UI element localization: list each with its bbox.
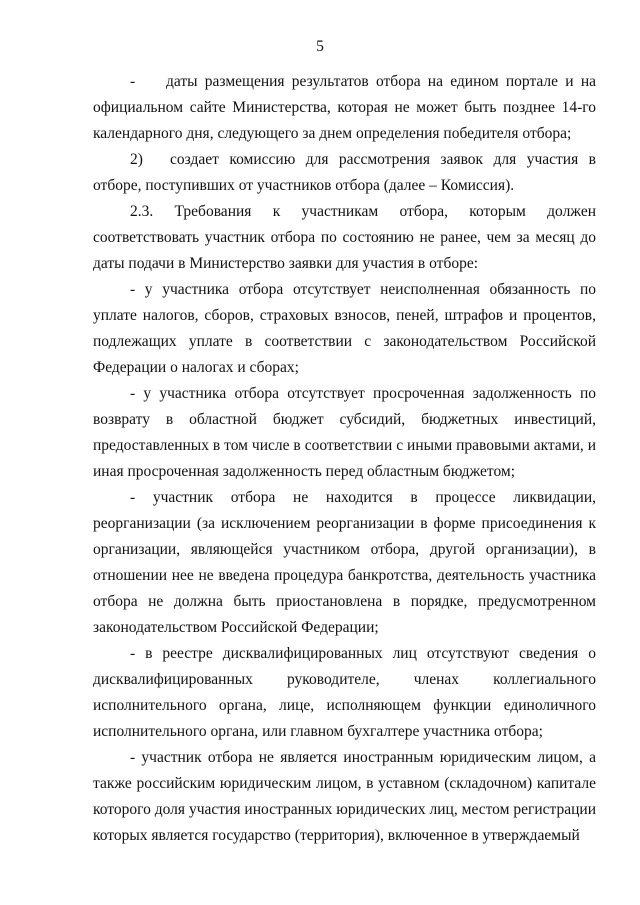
requirement-paragraph: - участник отбора не является иностранным юридическим лицом, а также российским юридическим лицом, в уставном (складочном) капитале которого доля участия иностранных юридических лиц, местом регистрации которых является государство (территория), включенное в утверждаемый — [93, 749, 596, 844]
document-body — [93, 69, 596, 849]
page-number: 5 — [316, 38, 324, 55]
requirement-paragraph: - у участника отбора отсутствует неисполненная обязанность по уплате налогов, сборов, страховых взносов, пеней, штрафов и процентов, подлежащих уплате в соответствии с законодательством Российской Федерации о налогах и сборах; — [93, 281, 596, 376]
paragraph-text: даты размещения результатов отбора на едином портале и на официальном сайте Министерства, которая не может быть позднее 14-го календарного дня, следующего за днем определения победителя отбора; — [93, 73, 596, 142]
list-item-dash — [93, 69, 596, 147]
list-item-numbered — [93, 147, 596, 199]
list-marker: 2) — [130, 151, 143, 168]
section-paragraph: 2.3. Требования к участникам отбора, которым должен соответствовать участник отбора по состоянию не ранее, чем за месяц до даты подачи в Министерство заявки для участия в отборе: — [93, 203, 596, 272]
requirement-paragraph: - в реестре дисквалифицированных лиц отсутствуют сведения о дисквалифицированных руководителе, членах коллегиального исполнительного органа, лице, исполняющем функции единоличного исполнительного органа, или главном бухгалтере участника отбора; — [93, 645, 596, 740]
paragraph-text: создает комиссию для рассмотрения заявок для участия в отборе, поступивших от участников отбора (далее – Комиссия). — [93, 151, 596, 194]
requirement-paragraph: - участник отбора не находится в процессе ликвидации, реорганизации (за исключением реорганизации в форме присоединения к организации, являющейся участником отбора, другой организации), в отношении нее не введена процедура банкротства, деятельность участника отбора не должна быть приостановлена в порядке, предусмотренном законодательством Российской Федерации; — [93, 489, 596, 636]
requirement-paragraph: - у участника отбора отсутствует просроченная задолженность по возврату в областной бюджет субсидий, бюджетных инвестиций, предоставленных в том числе в соответствии с иными правовыми актами, и иная просроченная задолженность перед областным бюджетом; — [93, 385, 596, 480]
list-marker: - — [130, 73, 136, 90]
